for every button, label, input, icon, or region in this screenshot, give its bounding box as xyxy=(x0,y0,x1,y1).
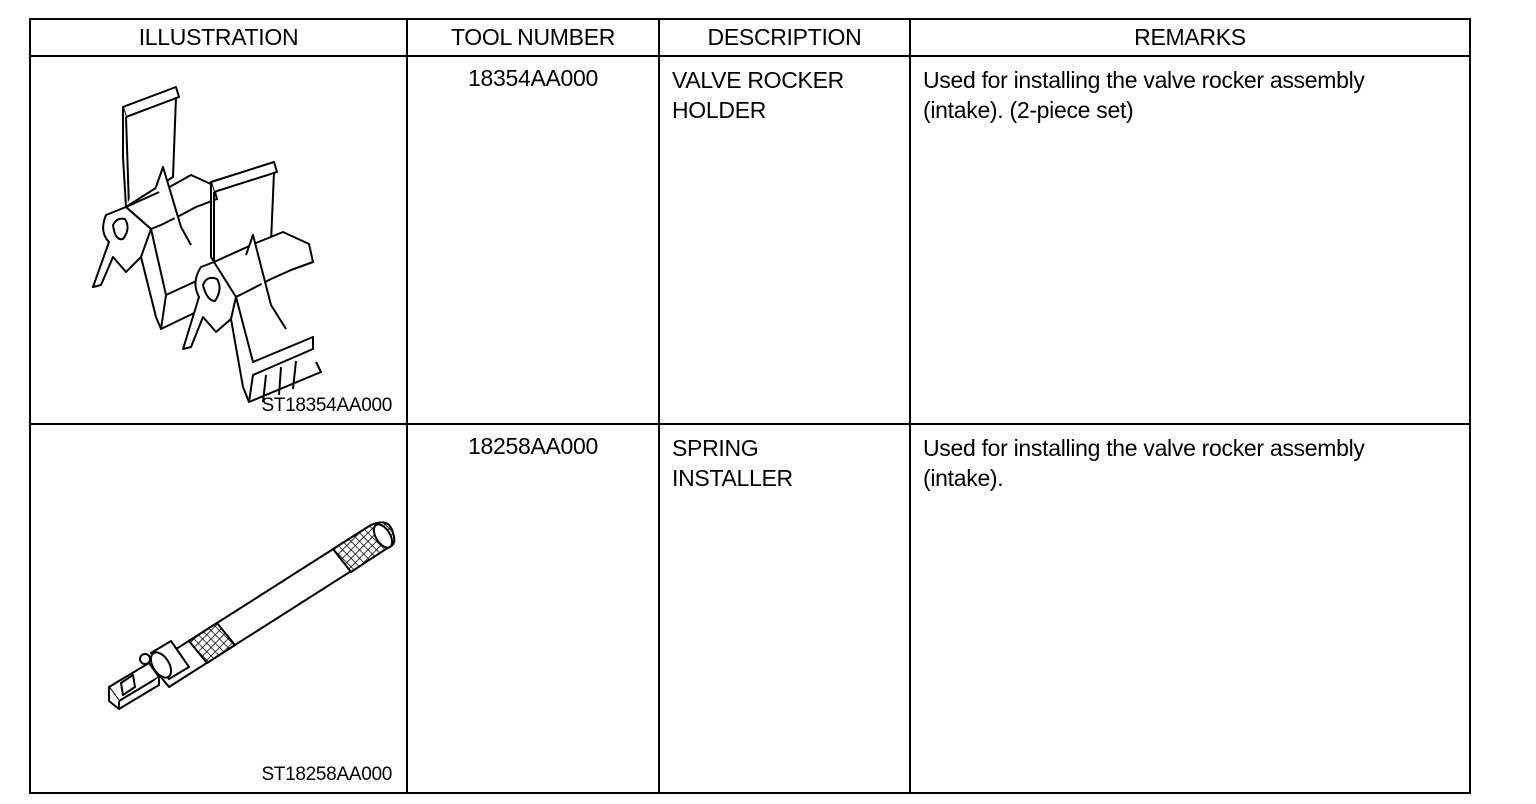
header-remarks: REMARKS xyxy=(910,19,1470,56)
illustration-caption: ST18258AA000 xyxy=(261,764,392,785)
table-row xyxy=(30,56,1470,424)
tool-number-cell xyxy=(407,424,659,793)
spring-installer-drawing xyxy=(31,425,408,792)
header-tool-number: TOOL NUMBER xyxy=(407,19,659,56)
description-cell xyxy=(659,424,910,793)
description-text xyxy=(660,57,909,125)
remarks-text xyxy=(911,425,1469,493)
description-line: VALVE ROCKER xyxy=(672,67,844,93)
header-row xyxy=(30,19,1470,56)
remarks-cell xyxy=(910,56,1470,424)
valve-rocker-holder-drawing xyxy=(31,57,408,423)
table-row xyxy=(30,424,1470,793)
tool-number: 18258AA000 xyxy=(467,433,598,459)
description-line: INSTALLER xyxy=(672,465,793,491)
special-tools-table xyxy=(29,18,1471,794)
description-cell xyxy=(659,56,910,424)
description-line: SPRING xyxy=(672,435,759,461)
remarks-line: (intake). (2-piece set) xyxy=(923,97,1134,123)
remarks-line: Used for installing the valve rocker assembly xyxy=(923,67,1365,93)
remarks-text xyxy=(911,57,1469,125)
remarks-cell xyxy=(910,424,1470,793)
description-line: HOLDER xyxy=(672,97,767,123)
remarks-line: Used for installing the valve rocker assembly xyxy=(923,435,1365,461)
description-text xyxy=(660,425,909,493)
tool-number: 18354AA000 xyxy=(467,65,598,91)
header-illustration: ILLUSTRATION xyxy=(30,19,407,56)
remarks-line: (intake). xyxy=(923,465,1004,491)
illustration-cell xyxy=(30,424,407,793)
tool-number-cell xyxy=(407,56,659,424)
illustration-cell xyxy=(30,56,407,424)
header-description: DESCRIPTION xyxy=(659,19,910,56)
illustration-caption: ST18354AA000 xyxy=(261,395,392,416)
